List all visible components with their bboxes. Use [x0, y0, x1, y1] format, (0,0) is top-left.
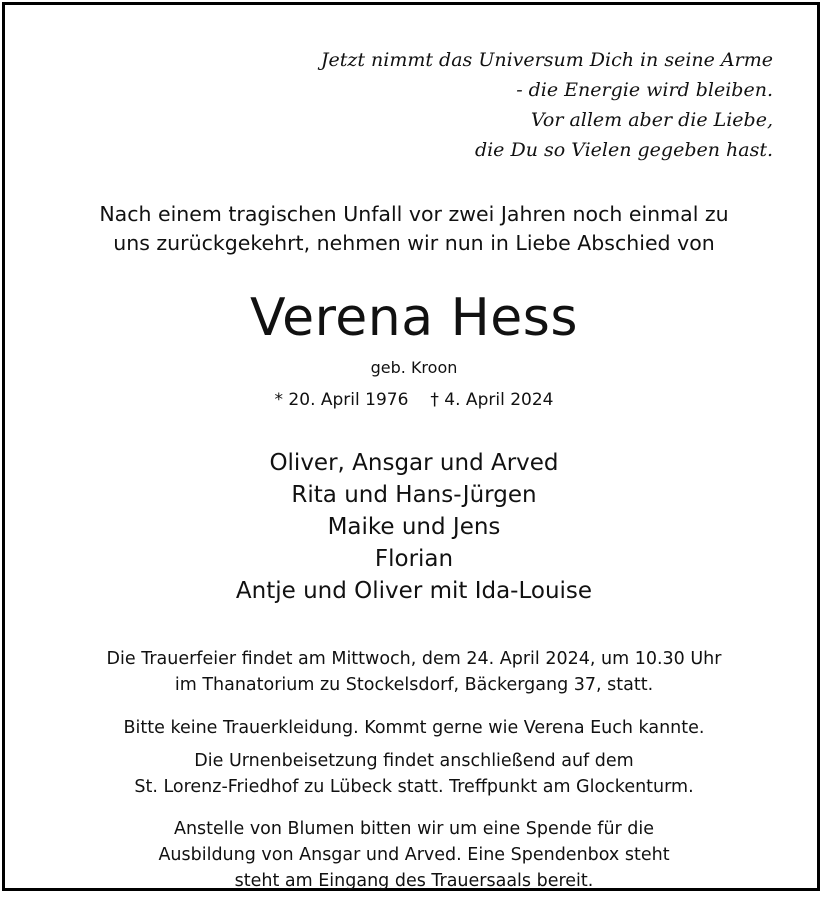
intro-text [5, 200, 823, 258]
family-member: Oliver, Ansgar und Arved [269, 450, 559, 476]
life-dates [5, 388, 823, 412]
burial-info [5, 748, 823, 800]
deceased-name: Verena Hess [250, 288, 578, 348]
poem-line: Vor allem aber die Liebe, [530, 109, 773, 131]
obituary-frame [2, 2, 820, 891]
birth-date: * 20. April 1976 [274, 390, 409, 410]
intro-line: uns zurückgekehrt, nehmen wir nun in Liebe Abschied von [113, 231, 715, 255]
donation-info [5, 816, 823, 894]
donation-line: steht am Eingang des Trauersaals bereit. [234, 871, 594, 891]
poem-line: die Du so Vielen gegeben hast. [474, 139, 773, 161]
death-date: † 4. April 2024 [430, 390, 554, 410]
ceremony-info [5, 646, 823, 698]
dress-code-info [5, 715, 823, 741]
maiden-name: geb. Kroon [370, 358, 458, 377]
intro-line: Nach einem tragischen Unfall vor zwei Jahren noch einmal zu [99, 202, 729, 226]
family-member: Maike und Jens [327, 514, 501, 540]
ceremony-line: Die Trauerfeier findet am Mittwoch, dem 24. April 2024, um 10.30 Uhr [106, 649, 722, 669]
burial-line: St. Lorenz-Friedhof zu Lübeck statt. Treffpunkt am Glockenturm. [134, 777, 694, 797]
poem-line: - die Energie wird bleiben. [516, 79, 773, 101]
donation-line: Anstelle von Blumen bitten wir um eine Spende für die [173, 819, 655, 839]
poem-line: Jetzt nimmt das Universum Dich in seine Arme [320, 49, 773, 71]
family-member: Florian [374, 546, 454, 572]
dress-code-line: Bitte keine Trauerkleidung. Kommt gerne wie Verena Euch kannte. [123, 718, 705, 738]
ceremony-line: im Thanatorium zu Stockelsdorf, Bäckergang 37, statt. [174, 675, 654, 695]
family-member: Rita und Hans-Jürgen [291, 482, 537, 508]
family-member: Antje und Oliver mit Ida-Louise [235, 578, 593, 604]
family-list [5, 447, 823, 607]
burial-line: Die Urnenbeisetzung findet anschließend auf dem [194, 751, 634, 771]
donation-line: Ausbildung von Ansgar und Arved. Eine Spendenbox steht [158, 845, 670, 865]
poem [321, 45, 773, 165]
